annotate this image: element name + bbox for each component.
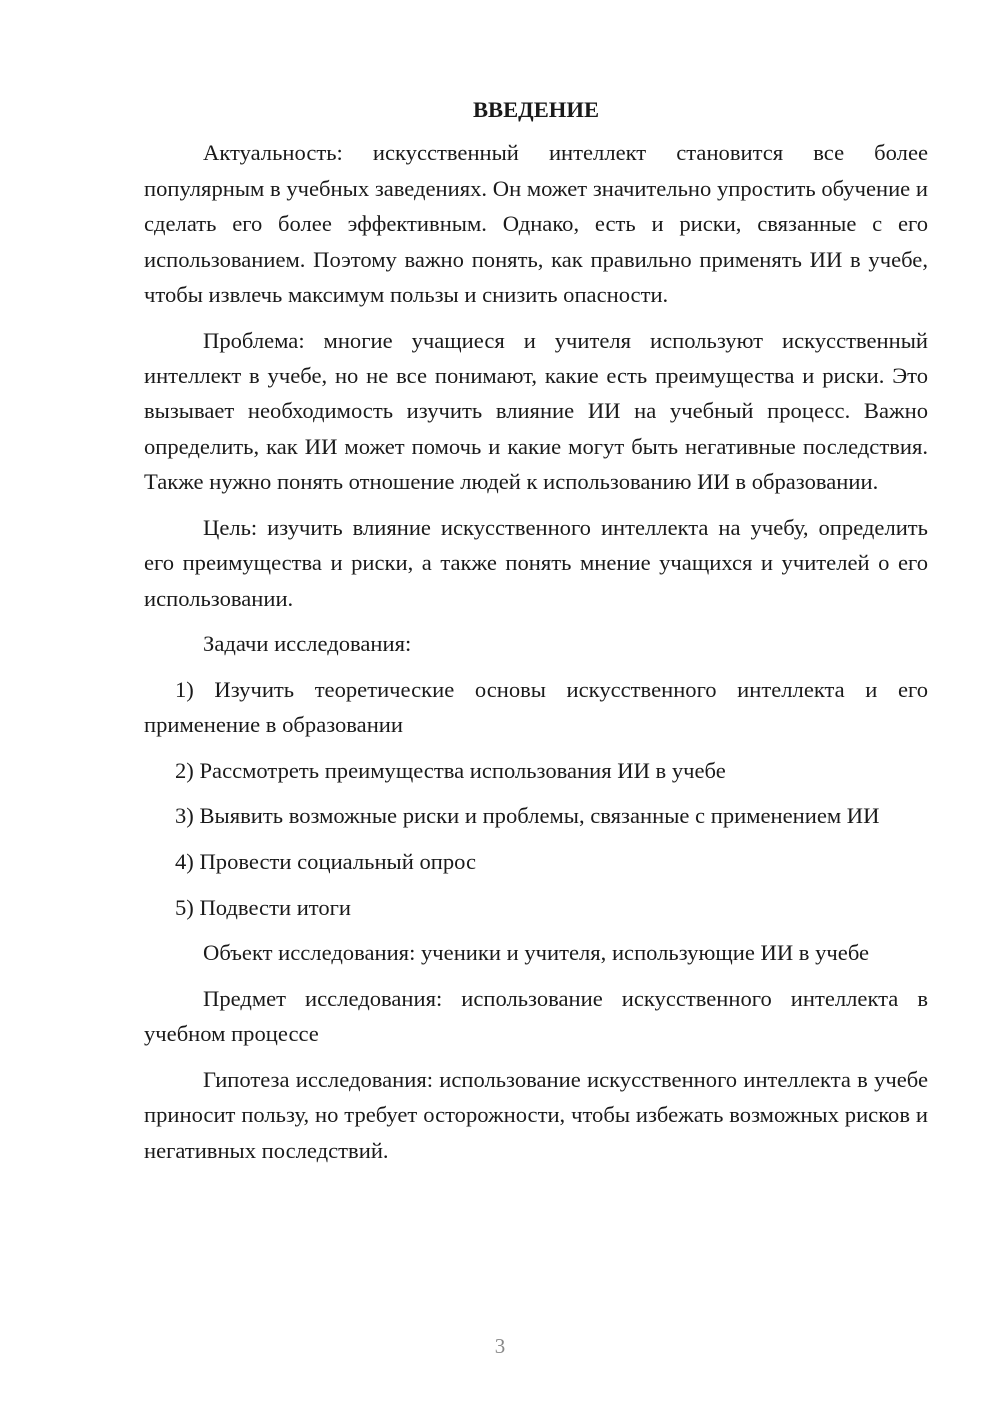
relevance-paragraph: Актуальность: искусственный интеллект становится все более популярным в учебных заведениях. Он может значительно упростить обучение и сделать его более эффективным. Однако, есть и риски, связанные с его использованием. Поэтому важно понять, как правильно применять ИИ в учебе, чтобы извлечь максимум пользы и снизить опасности. bbox=[144, 140, 928, 308]
task-item-5: 5) Подвести итоги bbox=[175, 894, 352, 920]
task-item-4: 4) Провести социальный опрос bbox=[175, 849, 477, 875]
document-title: ВВЕДЕНИЕ bbox=[472, 97, 600, 122]
research-object-paragraph: Объект исследования: ученики и учителя, использующие ИИ в учебе bbox=[203, 940, 870, 966]
task-item-2: 2) Рассмотреть преимущества использования ИИ в учебе bbox=[175, 757, 726, 783]
research-hypothesis-paragraph: Гипотеза исследования: использование искусственного интеллекта в учебе приносит пользу, но требует осторожности, чтобы избежать возможных рисков и негативных последствий. bbox=[144, 1066, 928, 1163]
document-page bbox=[144, 92, 928, 1178]
goal-paragraph: Цель: изучить влияние искусственного интеллекта на учебу, определить его преимущества и риски, а также понять мнение учащихся и учителей о его использовании. bbox=[144, 514, 928, 611]
tasks-heading: Задачи исследования: bbox=[203, 631, 412, 657]
task-item-3: 3) Выявить возможные риски и проблемы, связанные с применением ИИ bbox=[175, 803, 880, 829]
problem-paragraph: Проблема: многие учащиеся и учителя используют искусственный интеллект в учебе, но не все понимают, какие есть преимущества и риски. Это вызывает необходимость изучить влияние ИИ на учебный процесс. Важно определить, как ИИ может помочь и какие могут быть негативные последствия. Также нужно понять отношение людей к использованию ИИ в образовании. bbox=[144, 327, 928, 495]
research-subject-paragraph: Предмет исследования: использование искусственного интеллекта в учебном процессе bbox=[144, 985, 928, 1047]
task-item-1: 1) Изучить теоретические основы искусственного интеллекта и его применение в образовании bbox=[144, 676, 928, 738]
page-number: 3 bbox=[494, 1334, 506, 1358]
